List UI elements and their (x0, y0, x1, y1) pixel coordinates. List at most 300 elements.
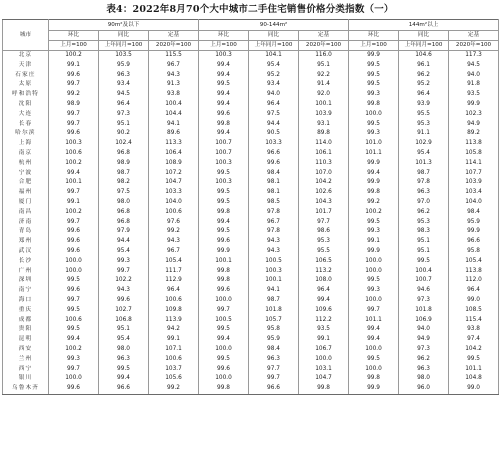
index-value: 105.7 (249, 316, 299, 326)
index-value: 95.5 (299, 247, 349, 257)
index-value: 100.6 (49, 316, 99, 326)
index-value: 99.1 (349, 237, 399, 247)
table-row (3, 169, 499, 179)
index-value: 103.3 (149, 188, 199, 198)
table-row (3, 267, 499, 277)
index-value: 99.6 (199, 286, 249, 296)
base-header-yoy: 上年同月=100 (399, 41, 449, 51)
index-value: 99.6 (49, 129, 99, 139)
index-value: 98.2 (99, 178, 149, 188)
city-name: 广州 (3, 267, 49, 277)
index-value: 97.5 (99, 188, 149, 198)
index-value: 103.9 (299, 110, 349, 120)
index-value: 100.5 (199, 316, 249, 326)
sub-header-fixed-base: 定基 (299, 31, 349, 41)
index-value: 113.9 (149, 316, 199, 326)
index-value: 100.4 (399, 267, 449, 277)
index-value: 94.5 (99, 90, 149, 100)
index-value: 99.4 (199, 335, 249, 345)
table-row (3, 306, 499, 316)
index-value: 93.5 (449, 90, 499, 100)
index-value: 106.1 (299, 149, 349, 159)
index-value: 99.4 (349, 335, 399, 345)
index-value: 91.1 (399, 129, 449, 139)
index-value: 96.4 (399, 90, 449, 100)
index-value: 99.5 (349, 80, 399, 90)
index-value: 114.1 (449, 159, 499, 169)
index-value: 99.9 (349, 384, 399, 394)
index-value: 100.0 (349, 267, 399, 277)
index-value: 92.2 (299, 71, 349, 81)
city-name: 南昌 (3, 208, 49, 218)
index-value: 99.6 (199, 237, 249, 247)
index-value: 93.1 (299, 120, 349, 130)
index-value: 99.3 (49, 355, 99, 365)
index-value: 95.4 (99, 247, 149, 257)
index-value: 96.6 (249, 384, 299, 394)
index-value: 99.2 (149, 227, 199, 237)
city-name: 天津 (3, 61, 49, 71)
index-value: 105.4 (449, 257, 499, 267)
index-value: 99.4 (99, 374, 149, 384)
table-row (3, 257, 499, 267)
sub-header-yoy: 同比 (399, 31, 449, 41)
group-header-medium: 90-144m² (199, 20, 349, 31)
index-value: 100.3 (199, 51, 249, 61)
city-name: 呼和浩特 (3, 90, 49, 100)
index-value: 96.8 (99, 149, 149, 159)
index-value: 99.9 (449, 227, 499, 237)
index-value: 99.7 (49, 110, 99, 120)
index-value: 106.5 (299, 257, 349, 267)
index-value: 96.0 (399, 384, 449, 394)
table-row (3, 355, 499, 365)
index-value: 104.0 (149, 198, 199, 208)
sub-header-yoy: 同比 (249, 31, 299, 41)
index-value: 97.7 (299, 218, 349, 228)
index-value: 110.3 (299, 159, 349, 169)
table-row (3, 198, 499, 208)
city-name: 重庆 (3, 306, 49, 316)
index-value: 99.5 (199, 80, 249, 90)
index-value: 98.7 (99, 169, 149, 179)
table-row (3, 61, 499, 71)
table-title: 表4：2022年8月70个大中城市二手住宅销售价格分类指数（一） (106, 4, 394, 15)
index-value: 99.8 (349, 374, 399, 384)
index-value: 100.7 (399, 276, 449, 286)
city-name: 太原 (3, 80, 49, 90)
index-value: 94.9 (399, 335, 449, 345)
index-value: 100.0 (49, 374, 99, 384)
index-value: 100.7 (199, 139, 249, 149)
index-value: 99.7 (49, 80, 99, 90)
index-value: 99.5 (199, 227, 249, 237)
index-value: 99.9 (349, 51, 399, 61)
index-value: 99.6 (49, 71, 99, 81)
index-value: 95.9 (449, 218, 499, 228)
index-value: 104.2 (449, 345, 499, 355)
index-value: 94.3 (249, 237, 299, 247)
index-value: 99.5 (199, 188, 249, 198)
index-value: 106.4 (149, 149, 199, 159)
index-value: 93.4 (99, 80, 149, 90)
index-value: 99.1 (149, 335, 199, 345)
index-value: 95.4 (399, 149, 449, 159)
index-value: 97.6 (149, 218, 199, 228)
index-value: 115.5 (149, 51, 199, 61)
index-value: 94.3 (99, 286, 149, 296)
table-row (3, 188, 499, 198)
index-value: 103.9 (449, 178, 499, 188)
city-name: 厦门 (3, 198, 49, 208)
index-value: 99.5 (349, 218, 399, 228)
index-value: 94.0 (449, 71, 499, 81)
index-value: 99.7 (49, 218, 99, 228)
index-value: 109.8 (149, 306, 199, 316)
index-value: 116.0 (299, 51, 349, 61)
index-value: 113.2 (299, 267, 349, 277)
index-value: 107.1 (149, 345, 199, 355)
index-value: 100.2 (49, 159, 99, 169)
index-value: 99.8 (349, 188, 399, 198)
city-name: 银川 (3, 374, 49, 384)
index-value: 99.6 (49, 247, 99, 257)
index-value: 99.2 (349, 198, 399, 208)
index-value: 99.8 (349, 100, 399, 110)
sub-header-mom: 环比 (199, 31, 249, 41)
index-value: 98.7 (249, 296, 299, 306)
index-value: 96.4 (299, 286, 349, 296)
index-value: 95.2 (249, 71, 299, 81)
table-row (3, 374, 499, 384)
index-value: 98.1 (249, 178, 299, 188)
index-value: 95.1 (99, 325, 149, 335)
index-value: 99.8 (299, 384, 349, 394)
index-value: 91.4 (299, 80, 349, 90)
table-row (3, 110, 499, 120)
index-value: 99.5 (49, 276, 99, 286)
index-value: 102.6 (299, 188, 349, 198)
index-value: 108.0 (299, 276, 349, 286)
index-value: 106.8 (99, 316, 149, 326)
index-value: 108.9 (149, 159, 199, 169)
index-value: 101.1 (349, 149, 399, 159)
index-value: 96.3 (399, 365, 449, 375)
index-value: 99.7 (349, 306, 399, 316)
table-row (3, 159, 499, 169)
table-row (3, 365, 499, 375)
index-value: 96.6 (99, 384, 149, 394)
index-value: 96.8 (99, 208, 149, 218)
city-name: 哈尔滨 (3, 129, 49, 139)
group-header-small: 90m²及以下 (49, 20, 199, 31)
index-value: 106.7 (299, 345, 349, 355)
index-value: 99.1 (299, 335, 349, 345)
index-value: 99.5 (449, 355, 499, 365)
index-value: 100.0 (49, 257, 99, 267)
index-value: 99.4 (199, 218, 249, 228)
index-value: 94.1 (149, 120, 199, 130)
index-value: 94.5 (449, 61, 499, 71)
index-value: 102.2 (99, 276, 149, 286)
index-value: 99.9 (449, 100, 499, 110)
index-value: 95.8 (449, 247, 499, 257)
index-value: 100.1 (199, 257, 249, 267)
table-row (3, 247, 499, 257)
index-value: 101.8 (249, 306, 299, 316)
index-value: 99.7 (199, 306, 249, 316)
index-value: 104.4 (149, 110, 199, 120)
index-value: 99.8 (199, 208, 249, 218)
index-value: 96.6 (249, 149, 299, 159)
index-value: 104.7 (149, 178, 199, 188)
index-value: 111.7 (149, 267, 199, 277)
index-value: 99.5 (49, 306, 99, 316)
index-value: 93.9 (399, 100, 449, 110)
base-header-mom: 上月=100 (349, 41, 399, 51)
index-value: 99.9 (199, 247, 249, 257)
index-value: 100.0 (199, 296, 249, 306)
index-value: 96.2 (399, 71, 449, 81)
index-value: 99.7 (249, 374, 299, 384)
index-value: 99.6 (199, 110, 249, 120)
index-value: 98.3 (399, 227, 449, 237)
city-name: 上海 (3, 139, 49, 149)
index-value: 99.5 (349, 71, 399, 81)
index-value: 98.7 (399, 169, 449, 179)
index-value: 100.4 (149, 100, 199, 110)
table-row (3, 218, 499, 228)
index-value: 100.1 (299, 100, 349, 110)
index-value: 99.0 (449, 296, 499, 306)
table-row (3, 71, 499, 81)
index-value: 99.0 (449, 384, 499, 394)
index-value: 95.1 (399, 247, 449, 257)
index-value: 99.1 (49, 198, 99, 208)
index-value: 95.2 (399, 80, 449, 90)
index-value: 100.2 (49, 51, 99, 61)
table-row (3, 286, 499, 296)
index-value: 98.4 (449, 208, 499, 218)
index-value: 90.5 (249, 129, 299, 139)
index-value: 95.5 (399, 110, 449, 120)
table-row (3, 276, 499, 286)
index-value: 99.1 (49, 61, 99, 71)
table-row (3, 208, 499, 218)
city-name: 乌鲁木齐 (3, 384, 49, 394)
index-value: 99.9 (349, 247, 399, 257)
index-value: 96.3 (99, 71, 149, 81)
sub-header-mom: 环比 (349, 31, 399, 41)
index-value: 99.3 (99, 257, 149, 267)
index-value: 113.3 (149, 139, 199, 149)
index-value: 99.4 (199, 90, 249, 100)
index-value: 103.7 (149, 365, 199, 375)
index-value: 100.0 (299, 355, 349, 365)
index-value: 112.2 (299, 316, 349, 326)
index-value: 100.0 (199, 345, 249, 355)
index-value: 99.3 (349, 286, 399, 296)
index-value: 114.0 (299, 139, 349, 149)
index-value: 104.0 (449, 198, 499, 208)
index-value: 98.0 (99, 198, 149, 208)
base-header-fixed-base: 2020年=100 (149, 41, 199, 51)
index-value: 100.1 (249, 276, 299, 286)
index-value: 99.5 (99, 365, 149, 375)
table-header (3, 20, 499, 51)
index-value: 97.3 (399, 345, 449, 355)
index-value: 98.1 (249, 188, 299, 198)
city-name: 长沙 (3, 257, 49, 267)
index-value: 99.3 (349, 129, 399, 139)
index-value: 99.9 (349, 178, 399, 188)
index-value: 99.7 (99, 267, 149, 277)
index-value: 102.9 (399, 139, 449, 149)
index-value: 97.3 (399, 296, 449, 306)
index-value: 103.3 (249, 139, 299, 149)
index-value: 97.8 (399, 178, 449, 188)
index-value: 99.7 (49, 365, 99, 375)
index-value: 93.8 (449, 325, 499, 335)
index-value: 107.7 (449, 169, 499, 179)
index-value: 95.1 (399, 237, 449, 247)
sub-header-yoy: 同比 (99, 31, 149, 41)
index-value: 99.6 (199, 365, 249, 375)
index-value: 89.8 (299, 129, 349, 139)
index-value: 97.4 (449, 335, 499, 345)
index-value: 101.7 (299, 208, 349, 218)
city-name: 福州 (3, 188, 49, 198)
city-name: 合肥 (3, 178, 49, 188)
index-value: 96.4 (249, 100, 299, 110)
index-value: 94.0 (399, 325, 449, 335)
price-index-table (2, 19, 499, 395)
index-value: 99.8 (199, 267, 249, 277)
index-value: 99.7 (49, 296, 99, 306)
city-name: 武汉 (3, 247, 49, 257)
table-row (3, 178, 499, 188)
index-value: 99.5 (349, 61, 399, 71)
index-value: 112.0 (449, 276, 499, 286)
index-value: 96.7 (249, 218, 299, 228)
index-value: 97.9 (99, 227, 149, 237)
index-value: 98.4 (249, 345, 299, 355)
index-value: 104.3 (299, 198, 349, 208)
index-value: 98.5 (249, 198, 299, 208)
index-value: 103.5 (99, 51, 149, 61)
index-value: 93.4 (249, 80, 299, 90)
index-value: 100.0 (349, 257, 399, 267)
index-value: 100.0 (349, 365, 399, 375)
table-row (3, 90, 499, 100)
table-row (3, 51, 499, 61)
index-value: 99.6 (49, 237, 99, 247)
table-row (3, 335, 499, 345)
index-value: 96.7 (149, 61, 199, 71)
index-value: 94.3 (149, 237, 199, 247)
index-value: 95.8 (249, 325, 299, 335)
city-name: 兰州 (3, 355, 49, 365)
index-value: 100.0 (349, 345, 399, 355)
index-value: 96.2 (399, 208, 449, 218)
index-value: 94.3 (149, 71, 199, 81)
index-value: 97.0 (399, 198, 449, 208)
index-value: 96.1 (399, 61, 449, 71)
index-value: 101.8 (399, 306, 449, 316)
index-value: 108.5 (449, 306, 499, 316)
index-value: 98.4 (249, 169, 299, 179)
index-value: 90.2 (99, 129, 149, 139)
base-header-mom: 上月=100 (199, 41, 249, 51)
index-value: 107.2 (149, 169, 199, 179)
city-name: 南京 (3, 149, 49, 159)
index-value: 99.8 (199, 120, 249, 130)
index-value: 94.4 (249, 120, 299, 130)
index-value: 89.2 (449, 129, 499, 139)
index-value: 100.0 (199, 374, 249, 384)
city-name: 石家庄 (3, 71, 49, 81)
table-row (3, 316, 499, 326)
index-value: 105.4 (149, 257, 199, 267)
index-value: 100.6 (149, 208, 199, 218)
index-value: 97.5 (249, 110, 299, 120)
index-value: 99.9 (349, 159, 399, 169)
index-value: 100.3 (49, 139, 99, 149)
city-name: 沈阳 (3, 100, 49, 110)
index-value: 91.8 (449, 80, 499, 90)
city-name: 宁波 (3, 169, 49, 179)
index-value: 99.4 (349, 325, 399, 335)
index-value: 95.1 (99, 120, 149, 130)
city-name: 杭州 (3, 159, 49, 169)
base-header-yoy: 上年同月=100 (249, 41, 299, 51)
index-value: 107.0 (299, 169, 349, 179)
index-value: 99.4 (49, 169, 99, 179)
index-value: 99.6 (99, 296, 149, 306)
index-value: 99.5 (199, 198, 249, 208)
index-value: 105.8 (449, 149, 499, 159)
index-value: 98.0 (399, 374, 449, 384)
index-value: 99.2 (149, 384, 199, 394)
city-name: 昆明 (3, 335, 49, 345)
index-value: 104.7 (299, 374, 349, 384)
index-value: 96.3 (99, 355, 149, 365)
table-row (3, 345, 499, 355)
index-value: 94.1 (249, 286, 299, 296)
index-value: 104.1 (249, 51, 299, 61)
index-value: 98.0 (99, 345, 149, 355)
index-value: 99.6 (49, 227, 99, 237)
index-value: 95.9 (99, 61, 149, 71)
index-value: 100.3 (199, 159, 249, 169)
index-value: 95.3 (399, 120, 449, 130)
index-value: 102.7 (99, 306, 149, 316)
table-row (3, 296, 499, 306)
index-value: 99.3 (349, 227, 399, 237)
index-value: 100.5 (249, 257, 299, 267)
index-value: 89.6 (149, 129, 199, 139)
city-name: 南宁 (3, 286, 49, 296)
index-value: 113.8 (449, 139, 499, 149)
base-header-yoy: 上年同月=100 (99, 41, 149, 51)
index-value: 112.9 (149, 276, 199, 286)
table-row (3, 227, 499, 237)
index-value: 103.4 (449, 188, 499, 198)
base-header-mom: 上月=100 (49, 41, 99, 51)
index-value: 92.0 (299, 90, 349, 100)
index-value: 96.8 (99, 218, 149, 228)
base-header-fixed-base: 2020年=100 (299, 41, 349, 51)
